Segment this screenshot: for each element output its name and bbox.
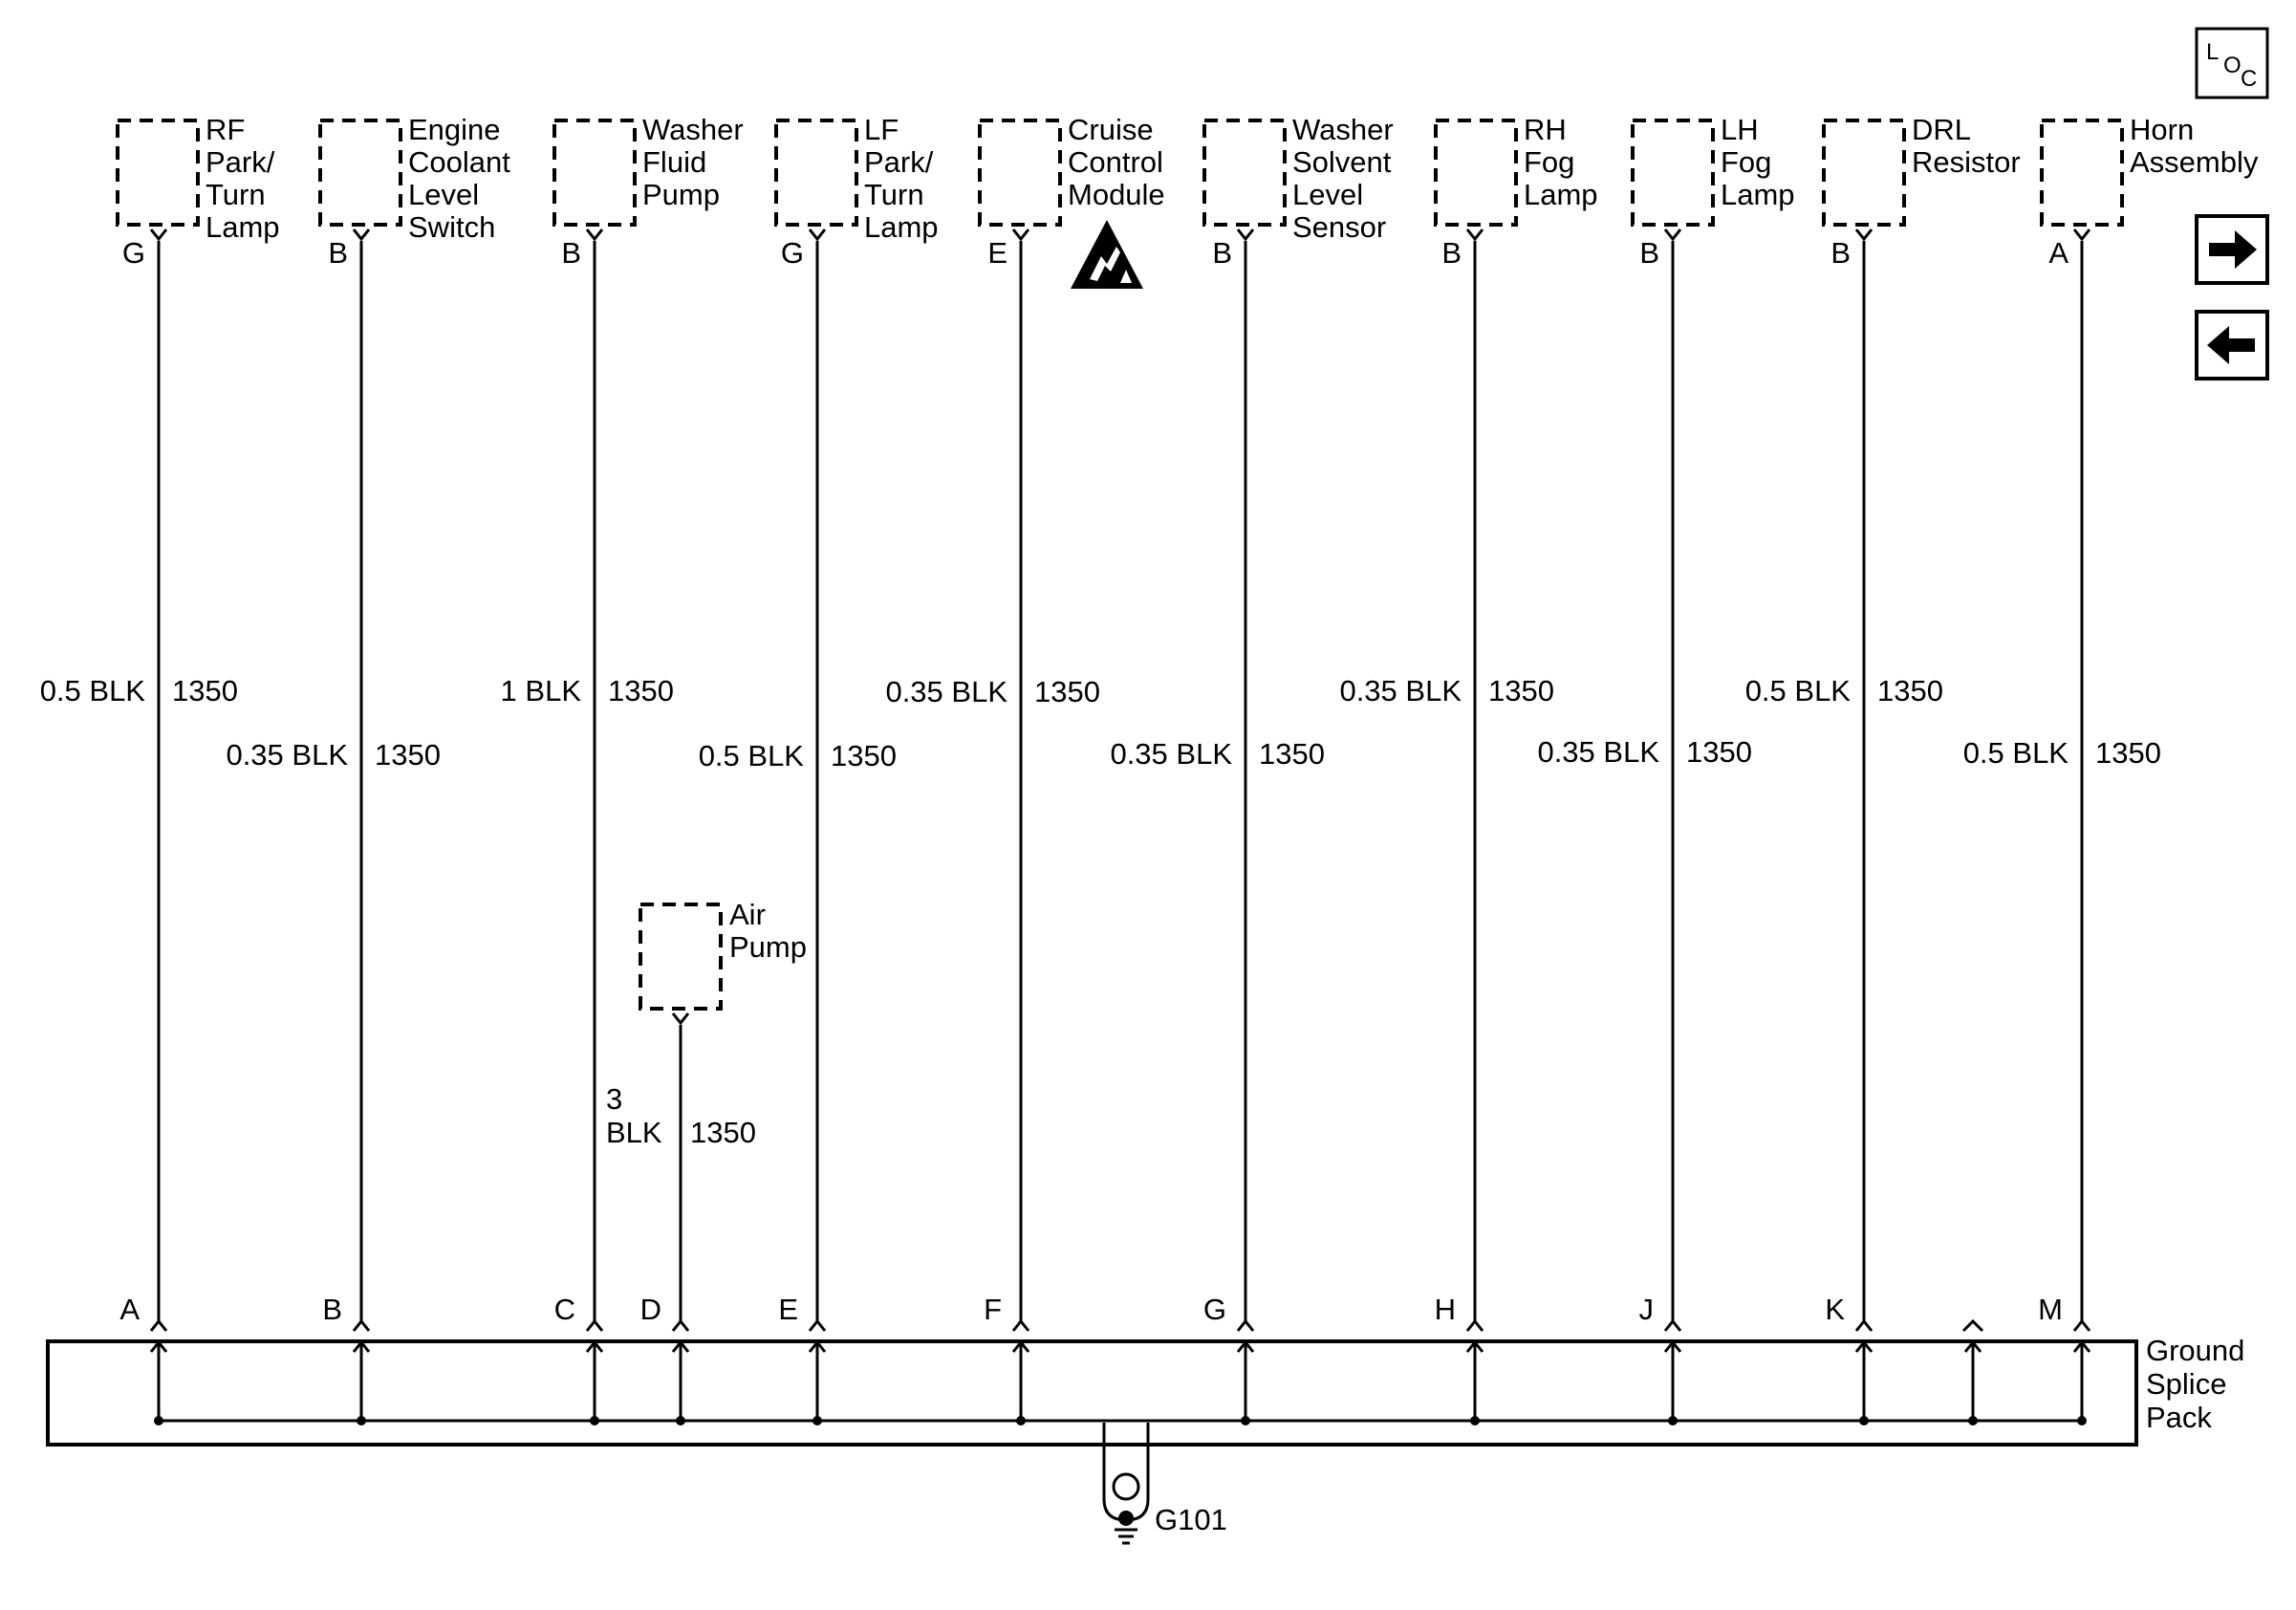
component-label-line: Control xyxy=(1068,145,1163,179)
component-box xyxy=(776,120,856,225)
terminal-connector xyxy=(2074,229,2090,239)
terminal-connector xyxy=(673,1013,688,1023)
component-pin: B xyxy=(561,236,581,270)
splice-pack-label-line-2: Splice xyxy=(2146,1367,2227,1401)
air-pump-wire-gauge-line-2: BLK xyxy=(606,1116,662,1149)
component-pin: B xyxy=(1441,236,1462,270)
circuit-number-label: 1350 xyxy=(831,739,897,772)
splice-connector-top xyxy=(1467,1321,1483,1331)
component-label-line: LH xyxy=(1721,113,1759,146)
wire-gauge-label: 0.35 BLK xyxy=(1110,737,1232,771)
circuit-number-label: 1350 xyxy=(608,674,674,707)
location-icon[interactable] xyxy=(2197,29,2267,98)
component-box xyxy=(320,120,401,225)
component-label-line: Fog xyxy=(1721,145,1772,179)
component-label-line: Turn xyxy=(206,178,266,211)
component-label-line: Assembly xyxy=(2130,145,2259,179)
terminal-connector xyxy=(1856,229,1872,239)
ground-label: G101 xyxy=(1155,1503,1227,1536)
splice-pack-label-line-3: Pack xyxy=(2146,1401,2212,1434)
circuit-number-label: 1350 xyxy=(1034,675,1100,708)
component-box xyxy=(118,120,198,225)
splice-pin-label: H xyxy=(1434,1293,1456,1326)
component-label-line: Horn xyxy=(2130,113,2195,146)
terminal-connector xyxy=(1665,229,1680,239)
component-label-line: Module xyxy=(1068,178,1165,211)
splice-connector-top xyxy=(151,1321,166,1331)
terminal-connector xyxy=(1013,229,1029,239)
air-pump-splice-pin-label: D xyxy=(639,1293,661,1326)
component-label-line: Lamp xyxy=(1721,178,1795,211)
splice-connector-top xyxy=(673,1321,688,1331)
component-label-line: RF xyxy=(206,113,246,146)
component-label-line: Lamp xyxy=(864,210,939,244)
splice-pin-label: A xyxy=(119,1293,140,1326)
component-label-line: Lamp xyxy=(206,210,280,244)
splice-pack-label-line-1: Ground xyxy=(2146,1334,2245,1367)
component-label-line: RH xyxy=(1524,113,1567,146)
wire-gauge-label: 0.35 BLK xyxy=(1339,674,1462,707)
component-box xyxy=(1824,120,1904,225)
splice-pin-label: G xyxy=(1202,1293,1226,1326)
ground-g101 xyxy=(1104,1423,1227,1543)
splice-connector-top xyxy=(1665,1321,1680,1331)
component-box xyxy=(2042,120,2122,225)
splice-connector-top xyxy=(354,1321,369,1331)
circuit-number-label: 1350 xyxy=(2095,736,2161,770)
component-label-line: Solvent xyxy=(1292,145,1392,179)
splice-connector-top xyxy=(1238,1321,1253,1331)
component-pin: B xyxy=(1212,236,1232,270)
component-label-line: Washer xyxy=(642,113,744,146)
esd-warning-icon xyxy=(1071,220,1143,289)
terminal-connector xyxy=(1467,229,1483,239)
component-label-line: Turn xyxy=(864,178,924,211)
loc-letter-o: O xyxy=(2223,53,2242,78)
loc-letter-l: L xyxy=(2206,39,2220,65)
component-box xyxy=(554,120,635,225)
component-pin: A xyxy=(2048,236,2069,270)
circuit-number-label: 1350 xyxy=(1259,737,1325,771)
component-label-line: Level xyxy=(408,178,480,211)
air-pump-junction-dot xyxy=(676,1416,685,1425)
splice-pin-label: E xyxy=(778,1293,798,1326)
component-box xyxy=(1633,120,1713,225)
component-box xyxy=(1436,120,1516,225)
component-box xyxy=(1204,120,1285,225)
wire-gauge-label: 0.5 BLK xyxy=(1744,674,1851,707)
component-lf-park-turn-lamp[interactable] xyxy=(699,113,939,1425)
wire-gauge-label: 0.5 BLK xyxy=(39,674,145,707)
component-pin: G xyxy=(121,236,145,270)
circuit-number-label: 1350 xyxy=(1488,674,1554,707)
component-label-line: LF xyxy=(864,113,899,146)
circuit-number-label: 1350 xyxy=(375,738,441,772)
component-washer-solvent-level-sensor[interactable] xyxy=(1110,113,1393,1425)
component-label-line: Engine xyxy=(408,113,501,146)
splice-pin-label: B xyxy=(322,1293,342,1326)
component-label-line: Pump xyxy=(642,178,720,211)
component-pin: G xyxy=(780,236,804,270)
components-layer xyxy=(40,113,2259,1425)
previous-page-button[interactable] xyxy=(2197,312,2267,379)
wire-gauge-label: 1 BLK xyxy=(500,674,581,707)
component-label-line: Coolant xyxy=(408,145,510,179)
component-label-line: Switch xyxy=(408,210,496,244)
air-pump-label-line: Air xyxy=(729,898,766,931)
splice-pin-label: C xyxy=(553,1293,575,1326)
splice-pin-label: M xyxy=(2038,1293,2063,1326)
component-label-line: Lamp xyxy=(1524,178,1598,211)
component-label-line: Park/ xyxy=(206,145,275,179)
air-pump-circuit-label: 1350 xyxy=(690,1116,756,1149)
wire-gauge-label: 0.5 BLK xyxy=(698,739,804,772)
component-pin: B xyxy=(1639,236,1659,270)
component-pin: B xyxy=(1830,236,1851,270)
wire-gauge-label: 0.35 BLK xyxy=(226,738,348,772)
splice-connector-top xyxy=(2074,1321,2090,1331)
component-label-line: DRL xyxy=(1912,113,1972,146)
component-label-line: Park/ xyxy=(864,145,934,179)
splice-pin-label: K xyxy=(1825,1293,1845,1326)
component-lh-fog-lamp[interactable] xyxy=(1537,113,1794,1425)
unused-splice-pin xyxy=(1963,1321,1982,1425)
wire-gauge-label: 0.35 BLK xyxy=(885,675,1007,708)
air-pump-box xyxy=(640,904,721,1009)
next-page-button[interactable] xyxy=(2197,216,2267,283)
air-pump-wire-gauge-line-1: 3 xyxy=(606,1082,623,1116)
component-box xyxy=(980,120,1060,225)
component-rh-fog-lamp[interactable] xyxy=(1339,113,1597,1425)
circuit-number-label: 1350 xyxy=(1686,735,1752,769)
component-label-line: Washer xyxy=(1292,113,1394,146)
terminal-connector xyxy=(151,229,166,239)
component-label-line: Fluid xyxy=(642,145,707,179)
splice-connector-top xyxy=(1856,1321,1872,1331)
component-pin: E xyxy=(987,236,1007,270)
circuit-number-label: 1350 xyxy=(1877,674,1943,707)
terminal-connector xyxy=(354,229,369,239)
terminal-connector xyxy=(810,229,825,239)
component-label-line: Fog xyxy=(1524,145,1575,179)
splice-connector-top xyxy=(810,1321,825,1331)
wire-gauge-label: 0.5 BLK xyxy=(1962,736,2069,770)
component-label-line: Cruise xyxy=(1068,113,1154,146)
circuit-number-label: 1350 xyxy=(172,674,238,707)
component-engine-coolant-level-switch[interactable] xyxy=(226,113,510,1425)
component-label-line: Resistor xyxy=(1912,145,2021,179)
component-horn-assembly[interactable] xyxy=(1963,113,2259,1425)
splice-pin-label: F xyxy=(984,1293,1002,1326)
loc-letter-c: C xyxy=(2241,66,2258,92)
splice-pin-label: J xyxy=(1638,1293,1654,1326)
air-pump-label-line: Pump xyxy=(729,930,807,964)
terminal-connector xyxy=(1238,229,1253,239)
splice-pack-label xyxy=(2146,1334,2244,1434)
splice-connector-top xyxy=(1013,1321,1029,1331)
component-pin: B xyxy=(328,236,348,270)
air-pump xyxy=(606,898,807,1425)
component-label-line: Level xyxy=(1292,178,1364,211)
terminal-connector xyxy=(587,229,602,239)
component-label-line: Sensor xyxy=(1292,210,1387,244)
wire-gauge-label: 0.35 BLK xyxy=(1537,735,1659,769)
splice-connector-top xyxy=(587,1321,602,1331)
